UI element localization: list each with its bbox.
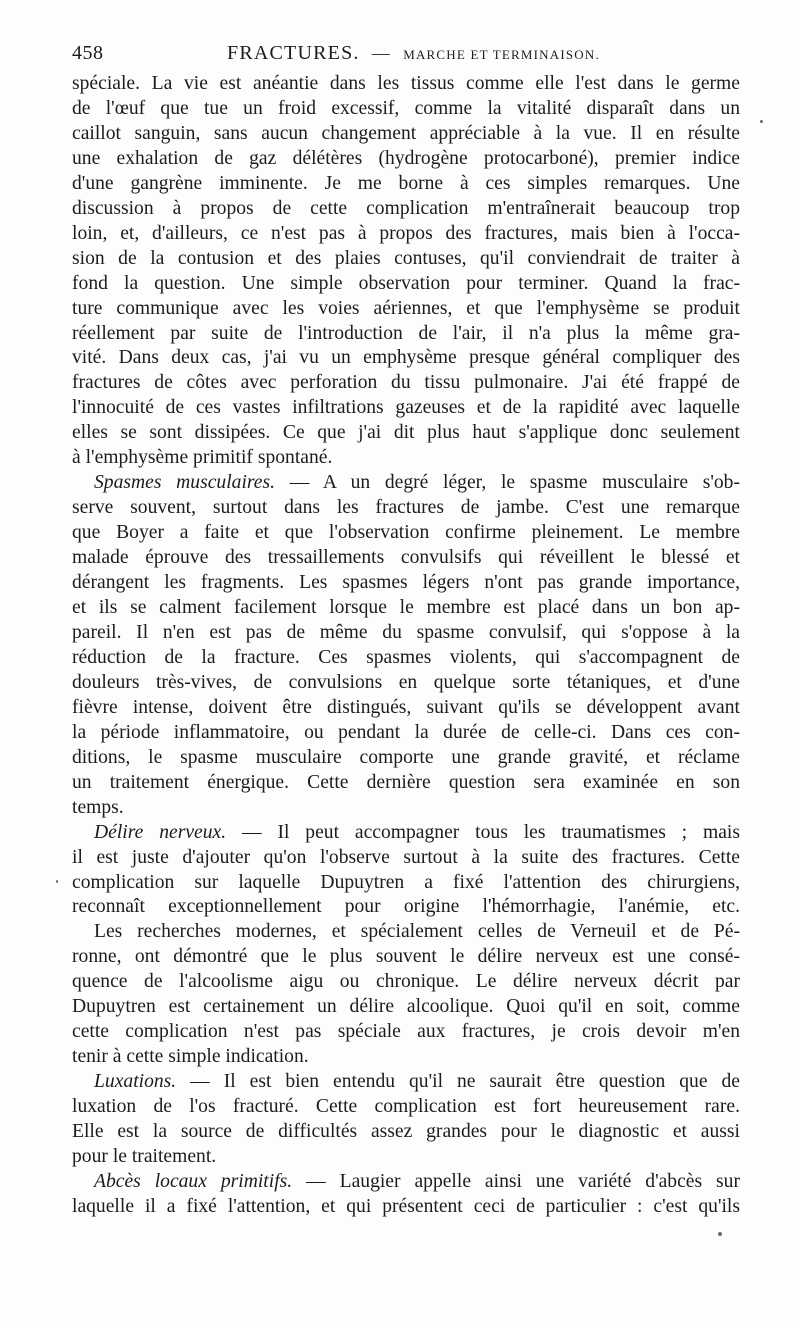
- text-line: à l'emphysème primitif spontané.: [72, 447, 333, 469]
- section-heading-spasmes: Spasmes musculaires.: [94, 472, 276, 494]
- text-line: complication sur laquelle Dupuytren a fixé l'attention des chirurgiens,: [72, 871, 740, 893]
- text-line: douleurs très-vives, de convulsions en quelque sorte tétaniques, et d'une: [72, 671, 740, 693]
- text-line: ronne, ont démontré que le plus souvent le délire nerveux est une consé-: [72, 946, 740, 968]
- print-speck: [718, 1232, 722, 1236]
- text-line: d'une gangrène imminente. Je me borne à ces simples remarques. Une: [72, 172, 740, 194]
- text-line: [72, 1070, 740, 1095]
- body-text: [72, 72, 740, 1220]
- paragraph-delire-nerveux: [72, 821, 740, 921]
- section-heading-luxations: Luxations.: [94, 1071, 177, 1093]
- text-line: caillot sanguin, sans aucun changement appréciable à la vue. Il en résulte: [72, 122, 740, 144]
- text-line: pareil. Il n'en est pas de même du spasme convulsif, qui s'oppose à la: [72, 621, 740, 643]
- text-line: de l'œuf que tue un froid excessif, comme la vitalité disparaît dans un: [72, 97, 740, 119]
- text-line: spéciale. La vie est anéantie dans les tissus comme elle l'est dans le germe: [72, 73, 740, 94]
- text-line: fond la question. Une simple observation pour terminer. Quand la frac-: [72, 272, 740, 294]
- text-line: elles se sont dissipées. Ce que j'ai dit plus haut s'applique donc seulement: [72, 422, 740, 444]
- paragraph-recherches-modernes: [72, 920, 740, 1070]
- text-line: réellement par suite de l'introduction de l'air, il n'a plus la même gra-: [72, 322, 740, 344]
- text-line: cette complication n'est pas spéciale aux fractures, je crois devoir m'en: [72, 1021, 740, 1043]
- text-line: il est juste d'ajouter qu'on l'observe surtout à la suite des fractures. Cette: [72, 846, 740, 868]
- text-line: Elle est la source de difficultés assez grandes pour le diagnostic et aussi: [72, 1121, 740, 1143]
- text-line: une exhalation de gaz délétères (hydrogène protocarboné), premier indice: [72, 147, 740, 169]
- text-line: tenir à cette simple indication.: [72, 1046, 309, 1068]
- text-line: temps.: [72, 796, 124, 818]
- text-line: discussion à propos de cette complication m'entraînerait beaucoup trop: [72, 197, 740, 219]
- text-line: fièvre intense, doivent être distingués, suivant qu'ils se développent avant: [72, 696, 740, 718]
- text-line: l'innocuité de ces vastes infiltrations gazeuses et de la rapidité avec laquelle: [72, 397, 740, 419]
- text-line: luxation de l'os fracturé. Cette complication est fort heureusement rare.: [72, 1096, 740, 1118]
- text-line: quence de l'alcoolisme aigu ou chronique. Le délire nerveux décrit par: [72, 971, 740, 993]
- paragraph-abces-locaux: [72, 1170, 740, 1220]
- running-head-separator: —: [371, 43, 391, 63]
- text-line: [72, 821, 740, 846]
- page-number: 458: [72, 42, 104, 64]
- text-run: — Laugier appelle ainsi une variété d'abcès sur: [292, 1170, 740, 1192]
- text-line: loin, et, d'ailleurs, ce n'est pas à propos des fractures, mais bien à l'occa-: [72, 222, 740, 244]
- text-line: fractures de côtes avec perforation du tissu pulmonaire. J'ai été frappé de: [72, 372, 740, 394]
- text-line: pour le traitement.: [72, 1145, 217, 1167]
- text-line: reconnaît exceptionnellement pour origine l'hémorrhagie, l'anémie, etc.: [72, 896, 740, 918]
- text-line: Les recherches modernes, et spécialement celles de Verneuil et de Pé-: [94, 921, 740, 943]
- text-line: serve souvent, surtout dans les fractures de jambe. C'est une remarque: [72, 497, 740, 519]
- running-head-subtitle: MARCHE ET TERMINAISON.: [403, 47, 600, 62]
- print-speck: [56, 880, 58, 883]
- text-line: laquelle il a fixé l'attention, et qui présentent ceci de particulier : c'est qu'ils: [72, 1195, 740, 1217]
- page-header: [72, 42, 740, 72]
- text-line: dérangent les fragments. Les spasmes légers n'ont pas grande importance,: [72, 572, 740, 594]
- running-head-title: FRACTURES.: [227, 42, 360, 64]
- paragraph-luxations: [72, 1070, 740, 1170]
- running-head: [227, 42, 600, 65]
- paragraph-emphyseme: [72, 72, 740, 471]
- text-line: que Boyer a faite et que l'observation confirme pleinement. Le membre: [72, 522, 740, 544]
- text-line: ture communique avec les voies aériennes, et que l'emphysème se produit: [72, 297, 740, 319]
- text-line: la période inflammatoire, ou pendant la durée de celle-ci. Dans ces con-: [72, 721, 740, 743]
- text-line: un traitement énergique. Cette dernière question sera examinée en son: [72, 771, 740, 793]
- section-heading-abces: Abcès locaux primitifs.: [94, 1170, 293, 1192]
- text-line: réduction de la fracture. Ces spasmes violents, qui s'accompagnent de: [72, 646, 740, 668]
- text-line: vité. Dans deux cas, j'ai vu un emphysème presque général compliquer des: [72, 347, 740, 369]
- text-line: Dupuytren est certainement un délire alcoolique. Quoi qu'il en soit, comme: [72, 996, 740, 1018]
- print-speck: [760, 120, 763, 123]
- section-heading-delire: Délire nerveux.: [94, 821, 227, 843]
- text-run: — Il est bien entendu qu'il ne saurait être question que de: [176, 1071, 740, 1093]
- text-run: — Il peut accompagner tous les traumatismes ; mais: [226, 821, 740, 843]
- paragraph-spasmes-musculaires: [72, 471, 740, 820]
- text-line: [72, 471, 740, 496]
- text-line: [72, 1170, 740, 1195]
- text-line: sion de la contusion et des plaies contuses, qu'il conviendrait de traiter à: [72, 247, 740, 269]
- text-run: — A un degré léger, le spasme musculaire s'ob-: [275, 472, 740, 494]
- text-line: malade éprouve des tressaillements convulsifs qui réveillent le blessé et: [72, 547, 740, 569]
- text-line: ditions, le spasme musculaire comporte une grande gravité, et réclame: [72, 746, 740, 768]
- text-line: et ils se calment facilement lorsque le membre est placé dans un bon ap-: [72, 597, 740, 619]
